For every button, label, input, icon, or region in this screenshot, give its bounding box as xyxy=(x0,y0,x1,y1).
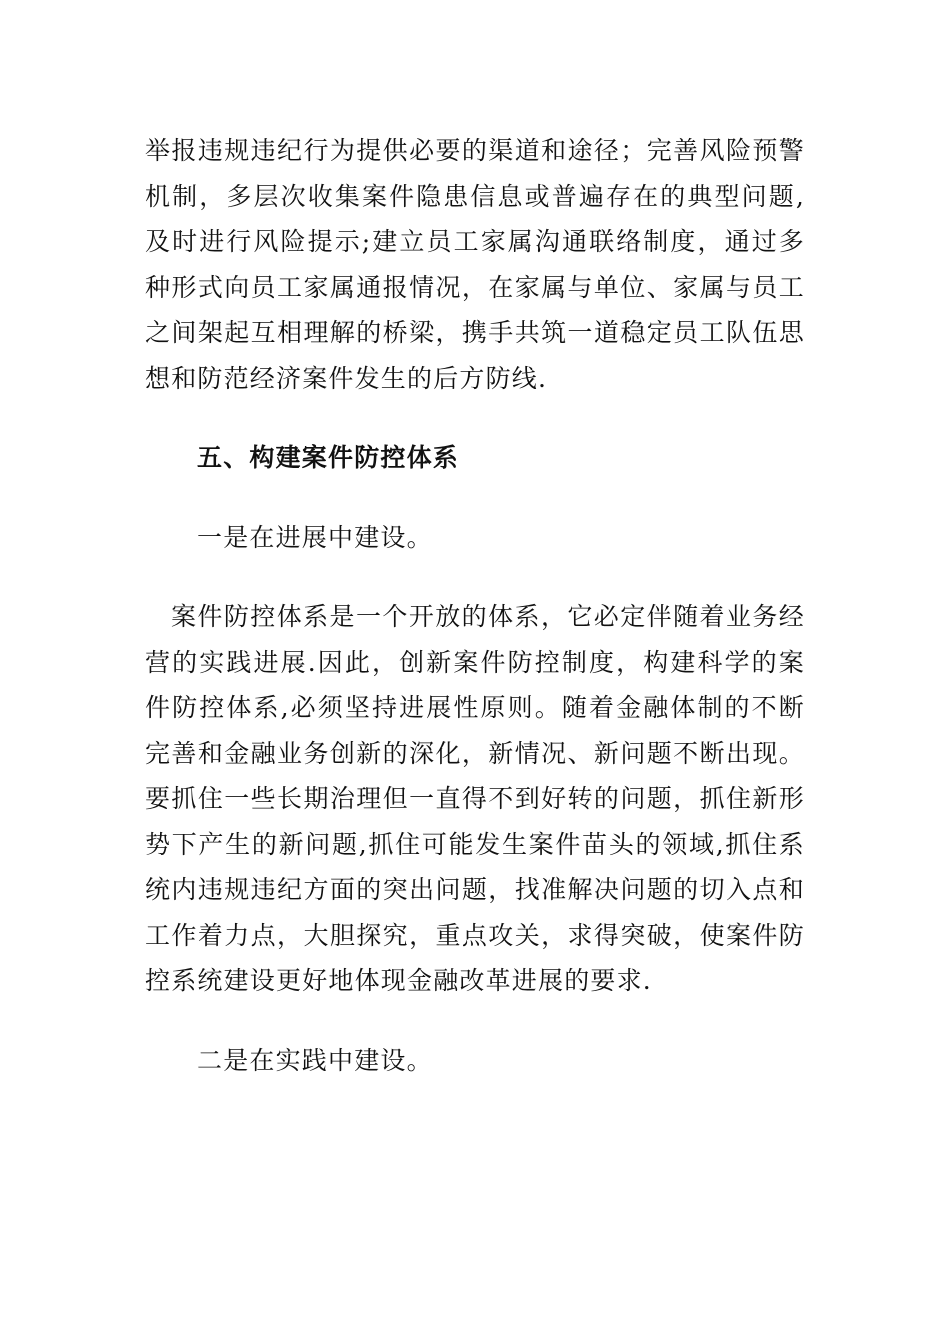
document-body xyxy=(145,128,805,1117)
section-heading-5: 五、构建案件防控体系 xyxy=(197,443,460,472)
paragraph-reporting-channels: 举报违规违纪行为提供必要的渠道和途径；完善风险预警机制，多层次收集案件隐患信息或普遍存在的典型问题,及时进行风险提示;建立员工家属沟通联络制度，通过多种形式向员工家属通报情况，在家属与单位、家属与员工之间架起互相理解的桥梁，携手共筑一道稳定员工队伍思想和防范经济案件发生的后方防线. xyxy=(145,136,805,393)
subheading-1: 一是在进展中建设。 xyxy=(197,522,433,552)
subheading-2: 二是在实践中建设。 xyxy=(197,1045,433,1075)
paragraph-prevention-system: 案件防控体系是一个开放的体系，它必定伴随着业务经营的实践进展.因此，创新案件防控制度，构建科学的案件防控体系,必须坚持进展性原则。随着金融体制的不断完善和金融业务创新的深化，新情况、新问题不断出现。要抓住一些长期治理但一直得不到好转的问题，抓住新形势下产生的新问题,抓住可能发生案件苗头的领域,抓住系统内违规违纪方面的突出问题，找准解决问题的切入点和工作着力点，大胆探究，重点攻关，求得突破，使案件防控系统建设更好地体现金融改革进展的要求. xyxy=(145,602,805,995)
